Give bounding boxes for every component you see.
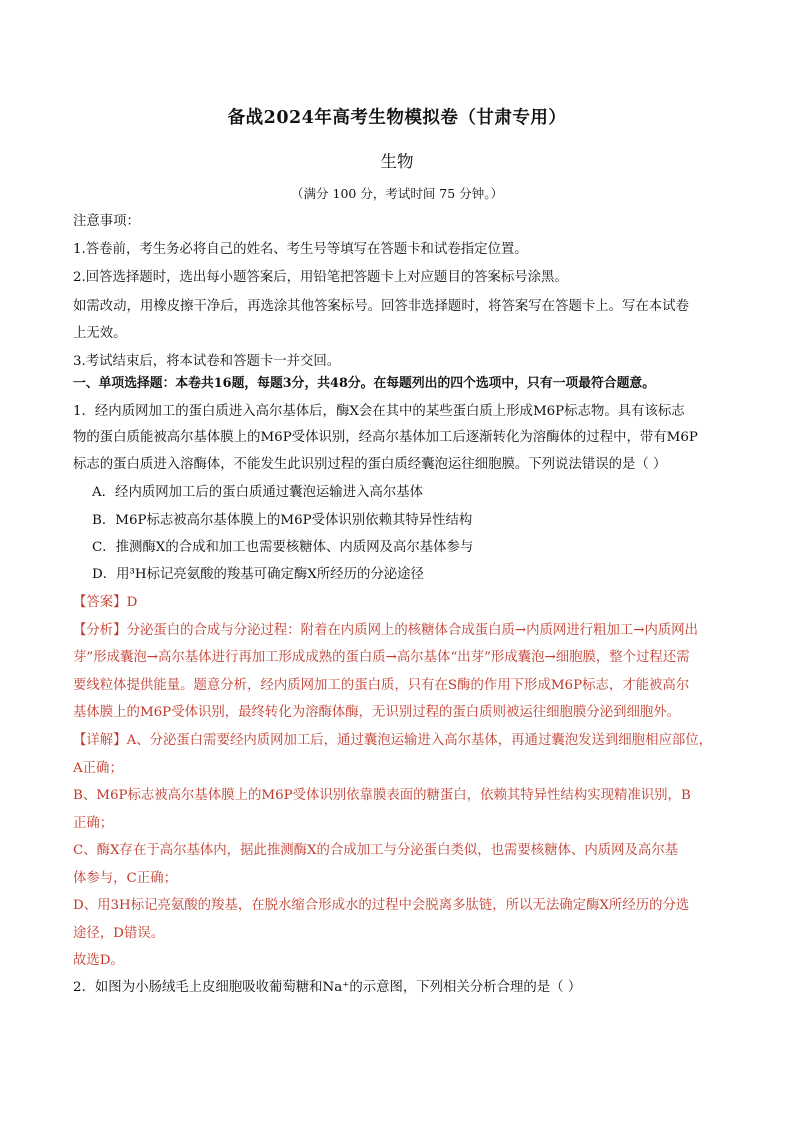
detail-tag: 【详解】 bbox=[73, 733, 127, 748]
q1-detail-b-line-2: 正确； bbox=[73, 816, 114, 831]
q1-analysis-line-2: 芽”形成囊泡→高尔基体进行再加工形成成熟的蛋白质→高尔基体“出芽”形成囊泡→细胞膜，整个过程还需 bbox=[73, 650, 690, 665]
q1-detail-b-line-1: B、M6P标志被高尔基体膜上的M6P受体识别依靠膜表面的糖蛋白，依赖其特异性结构实现精准识别，B bbox=[73, 788, 691, 803]
note-2-cont-1: 如需改动，用橡皮擦干净后，再选涂其他答案标号。回答非选择题时，将答案写在答题卡上。写在本试卷 bbox=[73, 299, 689, 314]
q1-option-d: D．用³H标记亮氨酸的羧基可确定酶X所经历的分泌途径 bbox=[92, 567, 424, 582]
q2-stem: 2．如图为小肠绒毛上皮细胞吸收葡萄糖和Na⁺的示意图，下列相关分析合理的是（ ） bbox=[73, 980, 582, 995]
q1-conclusion: 故选D。 bbox=[73, 953, 124, 968]
note-1: 1.答卷前，考生务必将自己的姓名、考生号等填写在答题卡和试卷指定位置。 bbox=[73, 242, 528, 257]
note-3: 3.考试结束后，将本试卷和答题卡一并交回。 bbox=[73, 354, 341, 369]
q1-detail-a-line-1 bbox=[73, 731, 733, 751]
q1-stem-line-1: 1．经内质网加工的蛋白质进入高尔基体后，酶X会在其中的某些蛋白质上形成M6P标志物。具有该标志 bbox=[73, 404, 685, 419]
notes-heading: 注意事项： bbox=[73, 214, 140, 229]
analysis-text-1: 分泌蛋白的合成与分泌过程：附着在内质网上的核糖体合成蛋白质→内质网进行粗加工→内质网出 bbox=[126, 623, 699, 638]
subject-heading: 生物 bbox=[380, 152, 414, 171]
q1-detail-c-line-1: C、酶X存在于高尔基体内，据此推测酶X的合成加工与分泌蛋白类似，也需要核糖体、内质网及高尔基 bbox=[73, 843, 679, 858]
answer-value: D bbox=[126, 595, 138, 610]
q1-detail-d-line-2: 途径，D错误。 bbox=[73, 926, 165, 941]
q1-analysis-line-4: 基体膜上的M6P受体识别，最终转化为溶酶体酶，无识别过程的蛋白质则被运往细胞膜分泌到细胞外。 bbox=[73, 705, 681, 720]
note-2: 2.回答选择题时，选出每小题答案后，用铅笔把答题卡上对应题目的答案标号涂黑。 bbox=[73, 270, 568, 285]
answer-tag: 【答案】 bbox=[73, 595, 127, 610]
q1-option-b: B．M6P标志被高尔基体膜上的M6P受体识别依赖其特异性结构 bbox=[92, 513, 473, 528]
page-title: 备战2024年高考生物模拟卷（甘肃专用） bbox=[227, 108, 567, 128]
q1-analysis-line-1 bbox=[73, 621, 733, 641]
q1-detail-d-line-1: D、用3H标记亮氨酸的羧基，在脱水缩合形成水的过程中会脱离多肽链，所以无法确定酶X所经历的分选 bbox=[73, 898, 690, 913]
section-heading: 一、单项选择题：本卷共16题，每题3分，共48分。在每题列出的四个选项中，只有一项最符合题意。 bbox=[73, 376, 655, 391]
q1-option-c: C．推测酶X的合成和加工也需要核糖体、内质网及高尔基体参与 bbox=[92, 540, 474, 555]
q1-option-a: A．经内质网加工后的蛋白质通过囊泡运输进入高尔基体 bbox=[92, 485, 424, 500]
q1-detail-c-line-2: 体参与，C正确； bbox=[73, 871, 177, 886]
q1-stem-line-2: 物的蛋白质能被高尔基体膜上的M6P受体识别，经高尔基体加工后逐渐转化为溶酶体的过程中，带有M6P bbox=[73, 430, 698, 445]
analysis-tag: 【分析】 bbox=[73, 623, 127, 638]
q1-analysis-line-3: 要线粒体提供能量。题意分析，经内质网加工的蛋白质，只有在S酶的作用下形成M6P标志，才能被高尔 bbox=[73, 678, 690, 693]
exam-meta: （满分 100 分，考试时间 75 分钟。） bbox=[291, 186, 503, 201]
detail-a-text: A、分泌蛋白需要经内质网加工后，通过囊泡运输进入高尔基体，再通过囊泡发送到细胞相应部位， bbox=[126, 733, 713, 748]
q1-stem-line-3: 标志的蛋白质进入溶酶体，不能发生此识别过程的蛋白质经囊泡运往细胞膜。下列说法错误的是（ ） bbox=[73, 457, 667, 472]
q1-detail-a-line-2: A正确； bbox=[73, 761, 123, 776]
note-2-cont-2: 上无效。 bbox=[73, 326, 127, 341]
q1-answer bbox=[73, 593, 733, 613]
